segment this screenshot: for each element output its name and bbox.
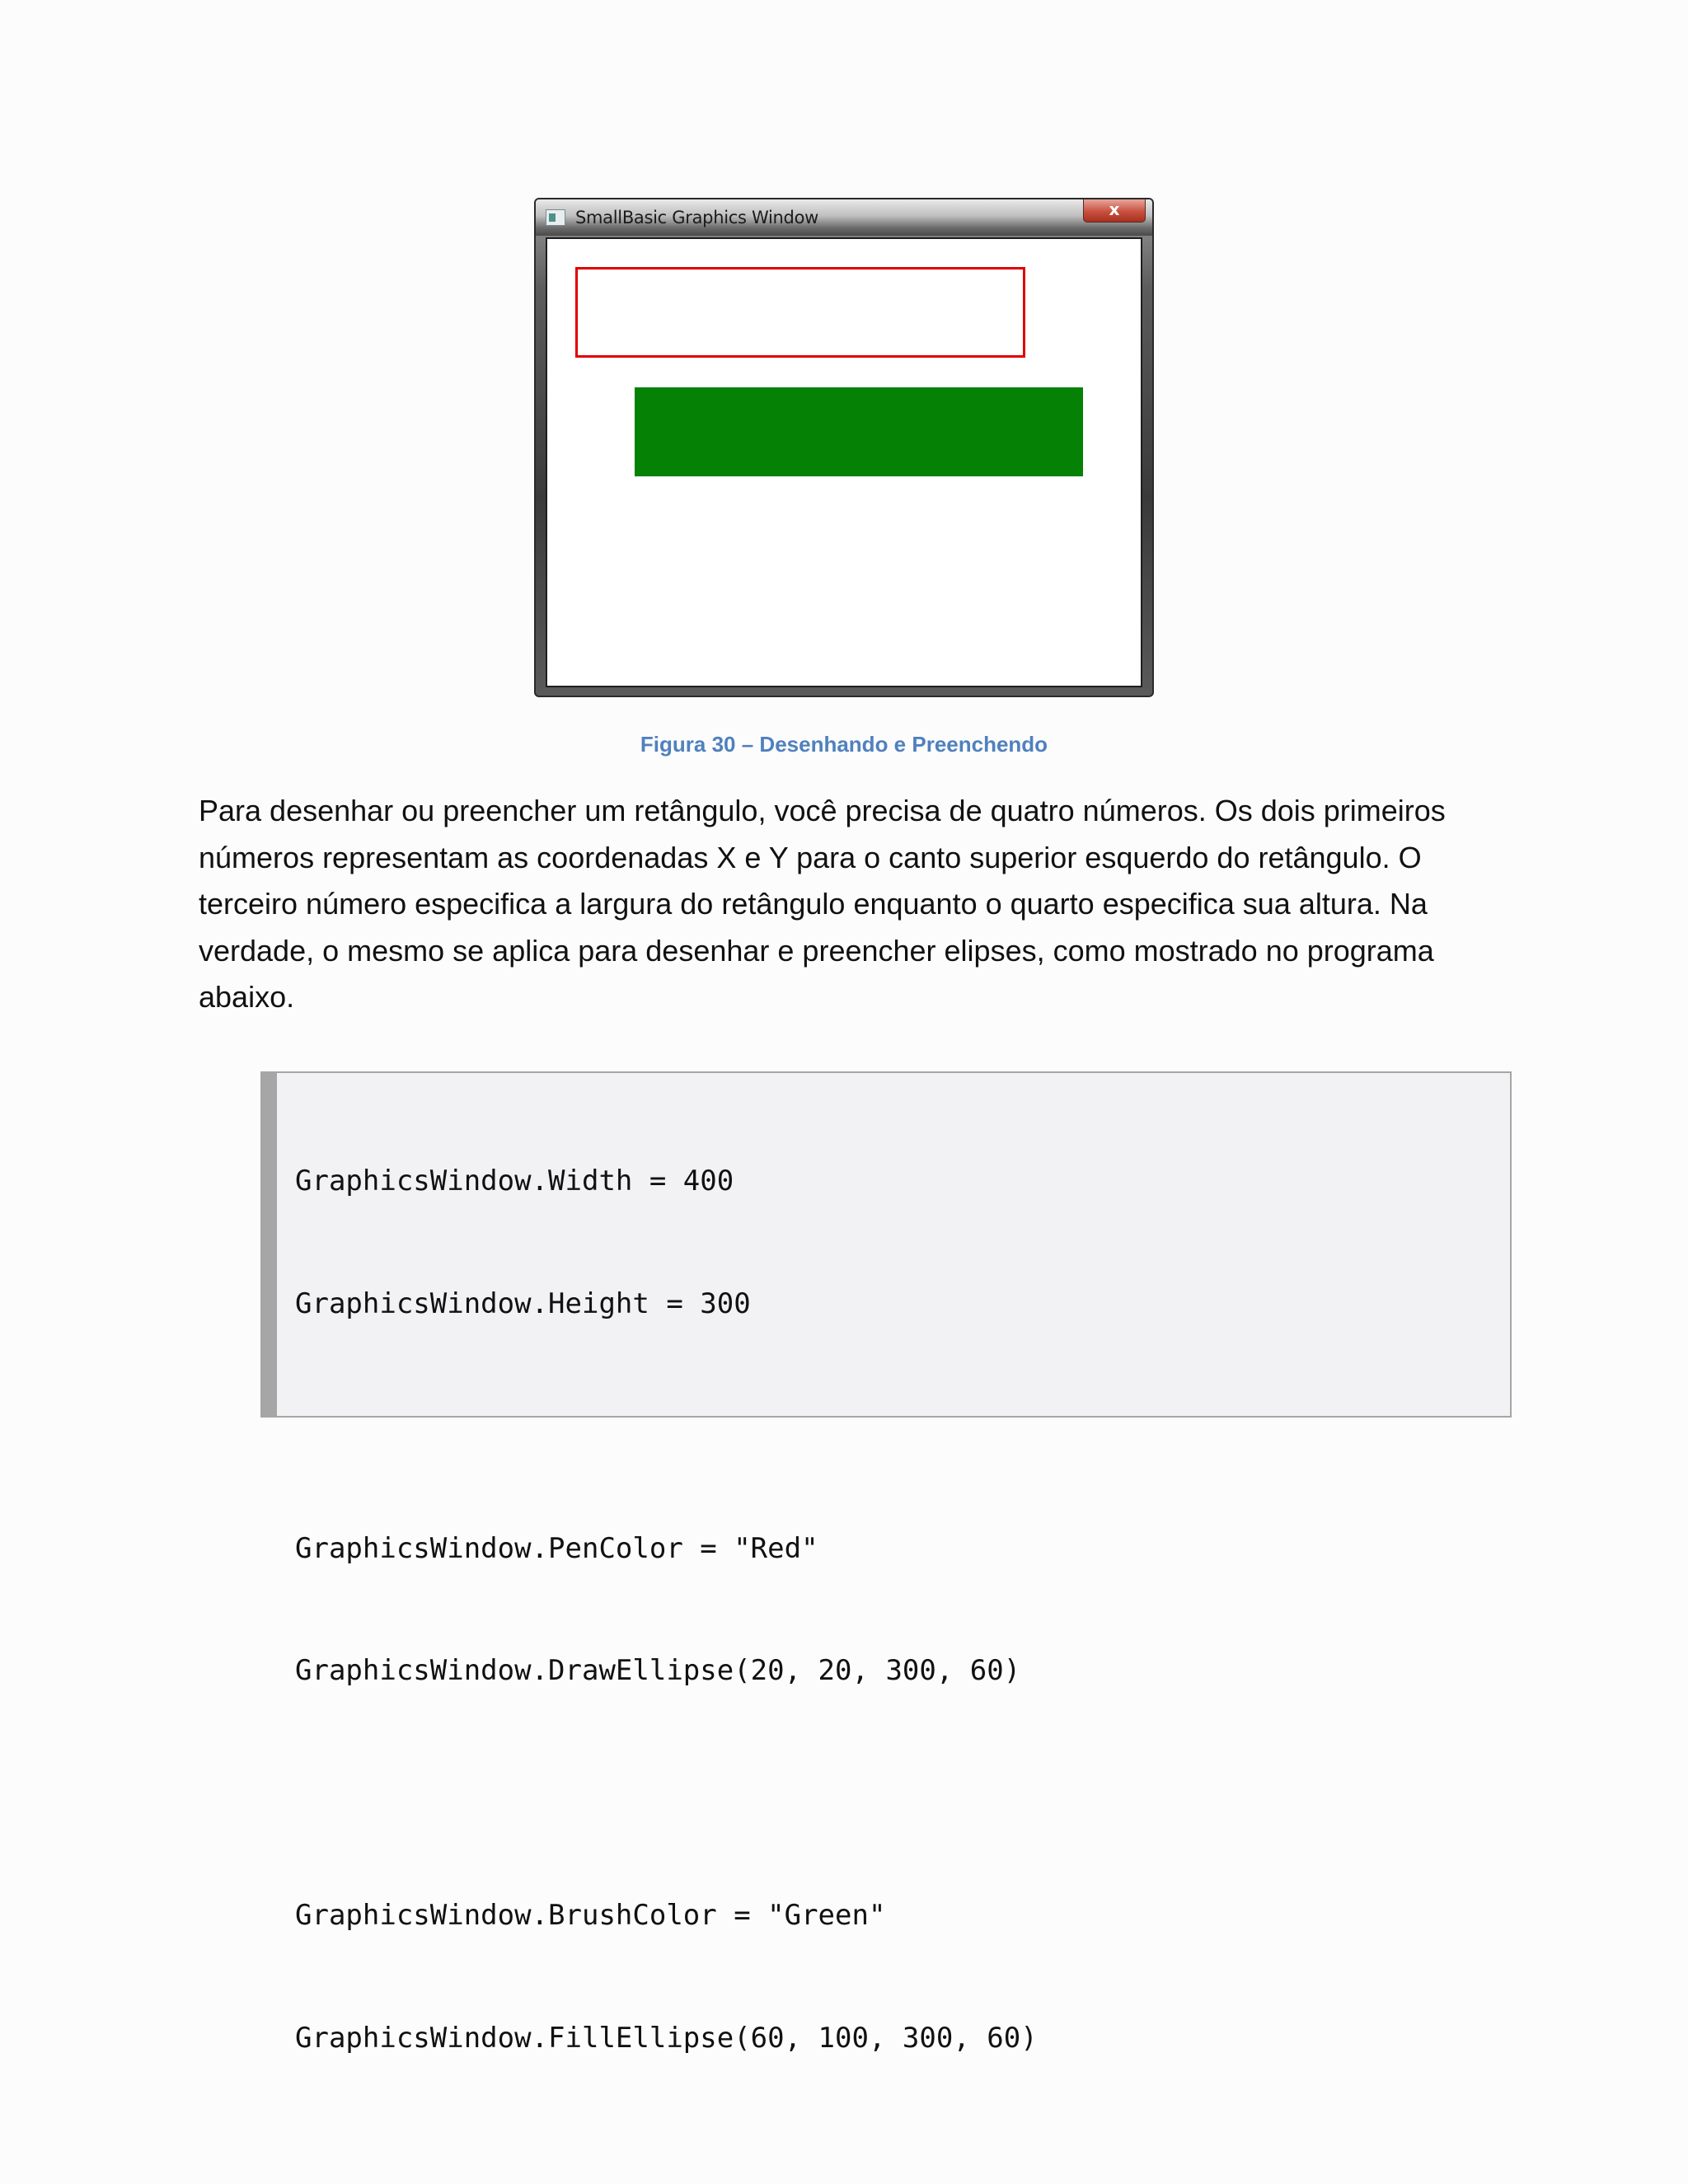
code-line: GraphicsWindow.PenColor = "Red" — [295, 1531, 818, 1565]
paragraph-line: números representam as coordenadas X e Y para o canto superior esquerdo do retângulo. O — [199, 840, 1422, 874]
paragraph-line: terceiro número especifica a largura do retângulo enquanto o quarto especifica sua altura. Na — [199, 887, 1428, 921]
code-block — [260, 1071, 1512, 2055]
code-line: GraphicsWindow.FillEllipse(60, 100, 300, 60) — [295, 2021, 1038, 2055]
code-line: GraphicsWindow.Height = 300 — [295, 1286, 751, 1320]
code-line: GraphicsWindow.BrushColor = "Green" — [295, 1899, 886, 1932]
app-icon — [546, 209, 565, 226]
body-paragraph — [199, 788, 1534, 1021]
code-line: GraphicsWindow.DrawEllipse(20, 20, 300, 60) — [295, 1654, 1021, 1687]
code-line-blank — [295, 1774, 1038, 1815]
window-title: SmallBasic Graphics Window — [575, 208, 819, 227]
window-titlebar — [536, 199, 1152, 236]
close-icon[interactable]: x — [1083, 199, 1146, 223]
graphics-window-screenshot — [534, 198, 1154, 697]
graphics-canvas — [546, 237, 1142, 687]
figure-caption: Figura 30 – Desenhando e Preenchendo — [640, 732, 1048, 757]
drawn-red-rectangle — [575, 267, 1025, 358]
code-listing — [295, 1080, 1038, 2140]
code-line: GraphicsWindow.Width = 400 — [295, 1165, 734, 1197]
paragraph-line: verdade, o mesmo se aplica para desenhar e preencher elipses, como mostrado no programa — [199, 933, 1434, 968]
filled-green-rectangle — [635, 387, 1083, 476]
code-line-blank — [295, 1406, 1038, 1447]
paragraph-line: abaixo. — [199, 980, 295, 1014]
paragraph-line: Para desenhar ou preencher um retângulo, você precisa de quatro números. Os dois primeiros — [199, 794, 1446, 827]
